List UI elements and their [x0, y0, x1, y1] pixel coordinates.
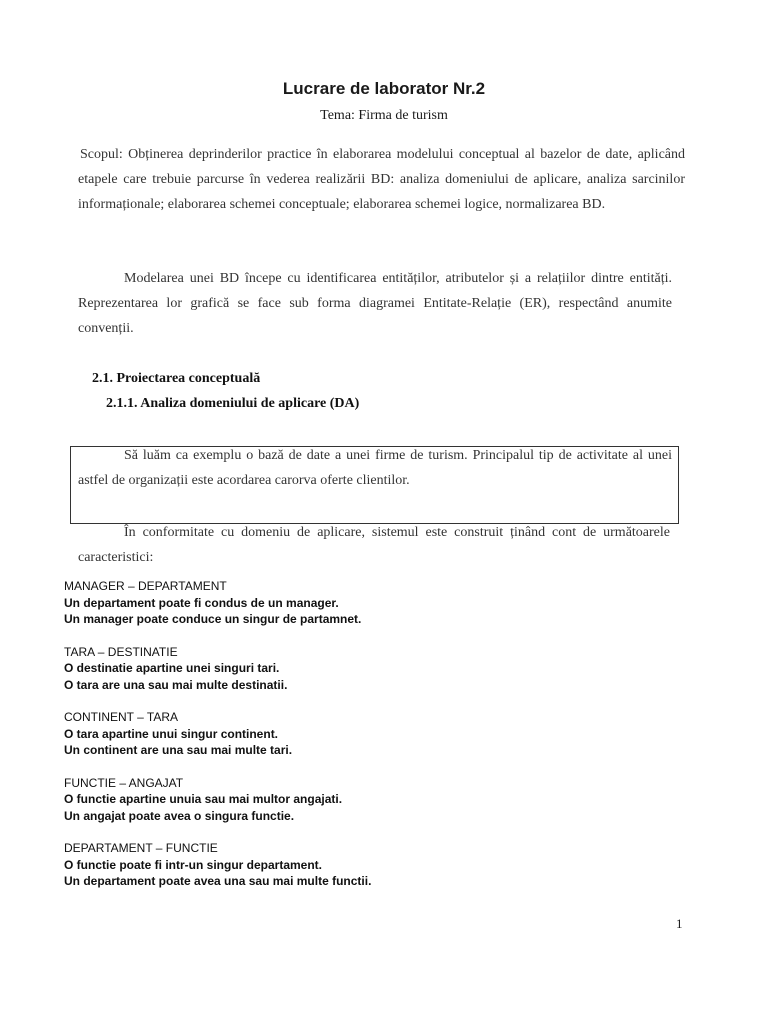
relationship-group — [64, 709, 704, 759]
relationship-title: TARA – DESTINATIE — [64, 644, 178, 659]
relationship-title: DEPARTAMENT – FUNCTIE — [64, 841, 218, 855]
paragraph-modelare: Modelarea unei BD începe cu identificarea entităților, atributelor și a relațiilor dintre entități. Reprezentarea lor grafică se face sub forma diagramei Entitate-Relație (ER), respectând anumite convenții. — [78, 271, 672, 336]
relationship-list — [64, 578, 704, 906]
subsection-heading: 2.1.1. Analiza domeniului de aplicare (DA) — [106, 396, 360, 411]
paragraph-scop: Scopul: Obținerea deprinderilor practice în elaborarea modelului conceptual al bazelor de date, aplicând etapele care trebuie parcurse în vederea realizării BD: analiza domeniului de aplicare, analiza sarcinilor informaționale; elaborarea schemei conceptuale; elaborarea schemei logice, normalizarea BD. — [78, 147, 685, 212]
relationship-group — [64, 775, 704, 825]
relationship-rule: O tara apartine unui singur continent. — [64, 726, 279, 741]
page-number: 1 — [676, 916, 683, 931]
relationship-title: CONTINENT – TARA — [64, 710, 179, 724]
relationship-title: FUNCTIE – ANGAJAT — [64, 775, 184, 790]
relationship-rule: Un departament poate avea una sau mai multe functii. — [64, 874, 372, 888]
relationship-rule: O functie poate fi intr-un singur departament. — [64, 857, 323, 872]
page-title: Lucrare de laborator Nr.2 — [282, 79, 486, 98]
relationship-rule: O destinatie apartine unei singuri tari. — [64, 661, 280, 675]
relationship-title: MANAGER – DEPARTAMENT — [64, 579, 227, 593]
relationship-rule: Un angajat poate avea o singura functie. — [64, 808, 295, 823]
relationship-rule: O functie apartine unuia sau mai multor angajati. — [64, 792, 343, 806]
relationship-rule: O tara are una sau mai multe destinatii. — [64, 677, 288, 692]
section-heading: 2.1. Proiectarea conceptuală — [92, 371, 261, 386]
relationship-group — [64, 840, 704, 890]
relationship-group — [64, 644, 704, 694]
paragraph-conformitate: În conformitate cu domeniu de aplicare, sistemul este construit ținând cont de următoarele caracteristici: — [78, 525, 670, 565]
relationship-group — [64, 578, 704, 628]
relationship-rule: Un departament poate fi condus de un manager. — [64, 595, 339, 610]
page-subtitle: Tema: Firma de turism — [320, 108, 448, 123]
relationship-rule: Un manager poate conduce un singur de partamnet. — [64, 612, 362, 626]
paragraph-exemplu: Să luăm ca exemplu o bază de date a unei firme de turism. Principalul tip de activitate al unei astfel de organizații este acordarea carorva oferte clientilor. — [78, 448, 672, 488]
relationship-rule: Un continent are una sau mai multe tari. — [64, 743, 293, 757]
